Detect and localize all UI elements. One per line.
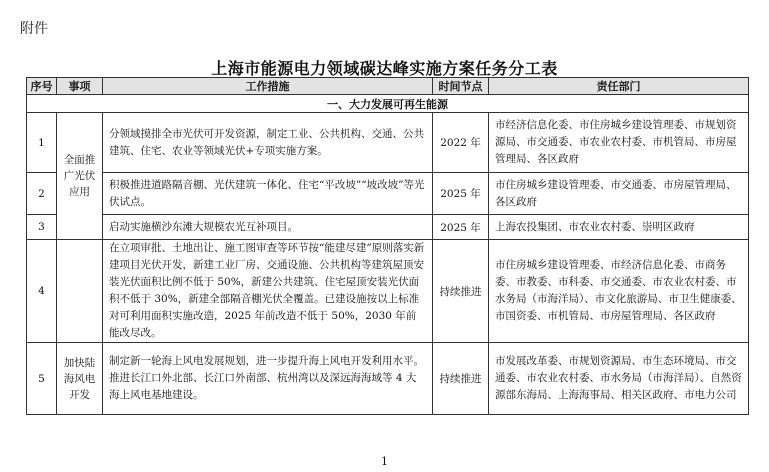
department-cell: 上海农投集团、市农业农村委、崇明区政府 bbox=[489, 215, 749, 240]
table-row bbox=[27, 343, 749, 415]
department-cell: 市住房城乡建设管理委、市交通委、市房屋管理局、各区政府 bbox=[489, 173, 749, 215]
task-table bbox=[26, 77, 749, 415]
table-row bbox=[27, 173, 749, 215]
category-cell: 全面推广光伏应用 bbox=[57, 113, 103, 240]
time-cell: 2025 年 bbox=[433, 173, 489, 215]
column-header-measure: 工作措施 bbox=[103, 78, 433, 95]
document-title: 上海市能源电力领域碳达峰实施方案任务分工表 bbox=[211, 59, 558, 78]
department-cell: 市经济信息化委、市住房城乡建设管理委、市规划资源局、市交通委、市农业农村委、市机管局、市房屋管理局、各区政府 bbox=[489, 113, 749, 173]
table-row bbox=[27, 240, 749, 343]
time-cell: 2025 年 bbox=[433, 215, 489, 240]
table-header-row bbox=[27, 78, 749, 95]
time-cell: 持续推进 bbox=[433, 240, 489, 343]
measure-cell: 在立项审批、土地出让、施工图审查等环节按“能建尽建”原则落实新建项目光伏开发，新建工业厂房、交通设施、公共机构等建筑屋顶安装光伏面积比例不低于 50%，新建公共建筑、住宅屋顶安装光伏面积不低于 30%，新建全部隔音棚光伏全覆盖。已建设施按以上标准对可利用面积实施改造，2025 年前改造不低于 50%，2030 年前能改尽改。 bbox=[103, 240, 433, 343]
page-number: 1 bbox=[381, 455, 388, 468]
section-row bbox=[27, 95, 749, 113]
column-header-item: 事项 bbox=[57, 78, 103, 95]
table-row bbox=[27, 113, 749, 173]
row-number: 5 bbox=[27, 343, 57, 415]
category-cell: 加快陆海风电开发 bbox=[57, 343, 103, 415]
row-number: 1 bbox=[27, 113, 57, 173]
measure-cell: 制定新一轮海上风电发展规划，进一步提升海上风电开发利用水平。推进长江口外北部、长江口外南部、杭州湾以及深远海海域等 4 大海上风电基地建设。 bbox=[103, 343, 433, 415]
section-title: 一、大力发展可再生能源 bbox=[27, 95, 749, 113]
measure-cell: 积极推进道路隔音棚、光伏建筑一体化、住宅“平改坡”“坡改坡”等光伏试点。 bbox=[103, 173, 433, 215]
category-cell bbox=[57, 240, 103, 343]
measure-cell: 启动实施横沙东滩大规模农光互补项目。 bbox=[103, 215, 433, 240]
measure-cell: 分领域摸排全市光伏可开发资源，制定工业、公共机构、交通、公共建筑、住宅、农业等领域光伏+专项实施方案。 bbox=[103, 113, 433, 173]
time-cell: 2022 年 bbox=[433, 113, 489, 173]
row-number: 3 bbox=[27, 215, 57, 240]
department-cell: 市住房城乡建设管理委、市经济信息化委、市商务委、市教委、市科委、市交通委、市农业农村委、市水务局（市海洋局）、市文化旅游局、市卫生健康委、市国资委、市机管局、市房屋管理局、各区政府 bbox=[489, 240, 749, 343]
column-header-department: 责任部门 bbox=[489, 78, 749, 95]
column-header-time: 时间节点 bbox=[433, 78, 489, 95]
time-cell: 持续推进 bbox=[433, 343, 489, 415]
attachment-label: 附件 bbox=[20, 21, 48, 37]
row-number: 2 bbox=[27, 173, 57, 215]
table-row bbox=[27, 215, 749, 240]
row-number: 4 bbox=[27, 240, 57, 343]
department-cell: 市发展改革委、市规划资源局、市生态环境局、市交通委、市农业农村委、市水务局（市海洋局）、自然资源部东海局、上海海事局、相关区政府、市电力公司 bbox=[489, 343, 749, 415]
column-header-number: 序号 bbox=[27, 78, 57, 95]
